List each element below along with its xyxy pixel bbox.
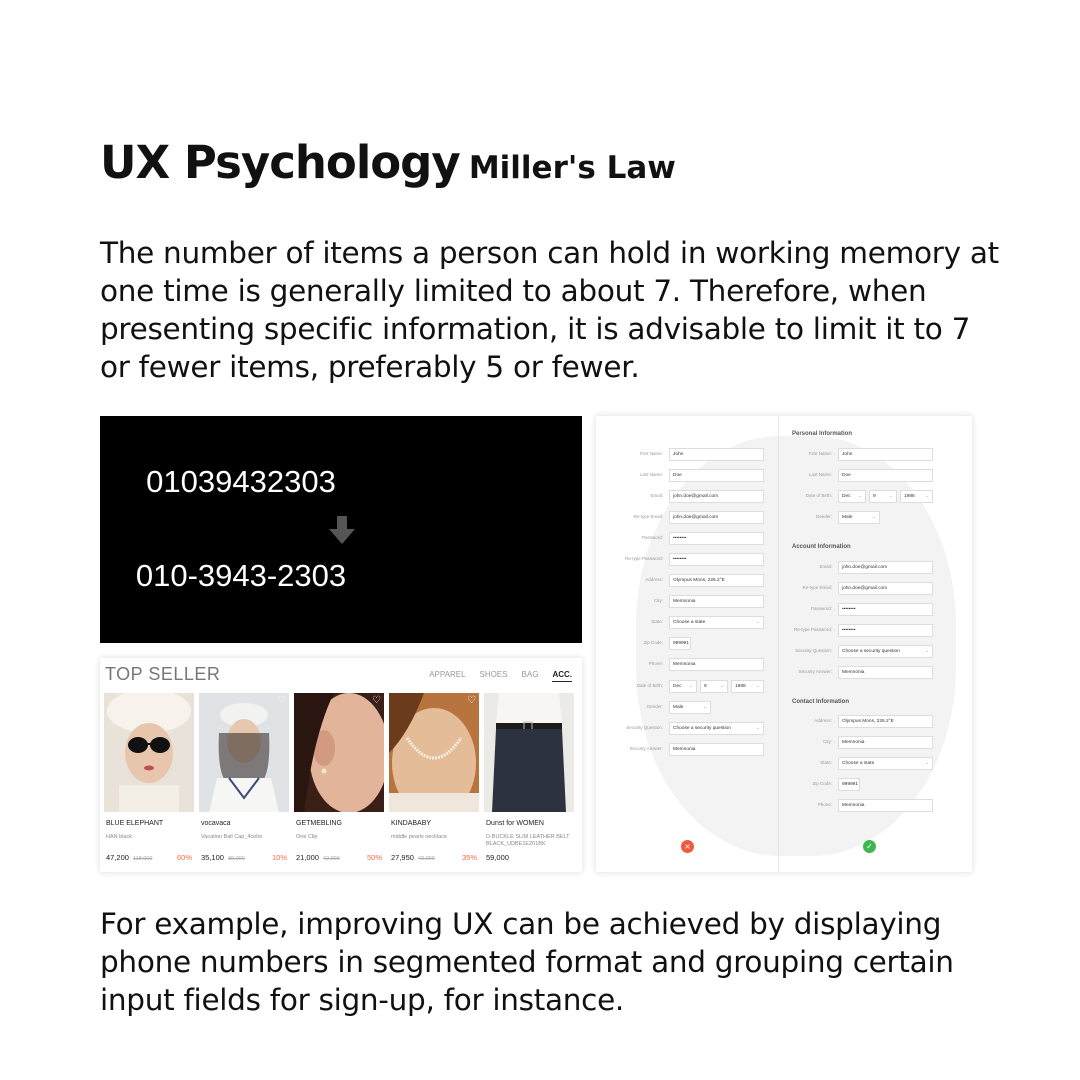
discount-badge: 50%: [366, 853, 382, 862]
select-month[interactable]: [838, 490, 866, 503]
product-brand: GETMEBLING: [296, 820, 342, 827]
chevron-down-icon: ⌄: [688, 683, 693, 689]
input[interactable]: john.doe@gmail.com: [838, 582, 933, 595]
input[interactable]: Doe: [669, 469, 764, 482]
field-label: Re-type Password:: [793, 627, 832, 632]
product-brand: KINDABABY: [391, 820, 432, 827]
input[interactable]: John: [669, 448, 764, 461]
input[interactable]: john.doe@gmail.com: [669, 511, 764, 524]
field-label: Email:: [819, 564, 832, 569]
price-value: 21,000: [296, 853, 319, 862]
price-value: 59,000: [486, 853, 509, 862]
chevron-down-icon: ⌄: [924, 493, 929, 499]
select-value: Male: [673, 705, 684, 710]
product-name: D-BUCKLE SLIM LEATHER BELT BLACK_UDBE1E201BK: [486, 834, 570, 847]
input[interactable]: John: [838, 448, 933, 461]
select-value: 1988: [735, 684, 746, 689]
product-photo: [484, 693, 574, 812]
select-value: 9: [704, 684, 707, 689]
product-card[interactable]: [199, 693, 289, 868]
chevron-down-icon: ⌄: [857, 493, 862, 499]
select-value: Male: [842, 515, 853, 520]
tab-apparel[interactable]: APPAREL: [429, 670, 466, 679]
product-price: [201, 853, 245, 862]
select-value: Choose a state: [673, 620, 706, 625]
select-value: Dec: [673, 684, 682, 689]
product-price: [106, 853, 152, 862]
select[interactable]: [838, 511, 880, 524]
input[interactable]: ••••••••: [669, 532, 764, 545]
field-label: Password:: [810, 606, 832, 611]
input[interactable]: Memnonia: [838, 666, 933, 679]
tab-shoes[interactable]: SHOES: [479, 670, 508, 679]
field-label: First Name:: [808, 451, 832, 456]
price-value: 35,100: [201, 853, 224, 862]
product-card[interactable]: [484, 693, 574, 868]
chevron-down-icon: ⌄: [719, 683, 724, 689]
product-name: Vacation Ball Cap_4color: [201, 834, 263, 840]
arrow-down-icon: [329, 516, 355, 546]
discount-badge: 10%: [271, 853, 287, 862]
original-price: 39,000: [227, 856, 245, 862]
input[interactable]: john.doe@gmail.com: [669, 490, 764, 503]
phone-unsegmented: 01039432303: [146, 464, 336, 499]
field-label: Phone:: [648, 661, 663, 666]
input[interactable]: Memnonia: [838, 736, 933, 749]
select-value: 9: [873, 494, 876, 499]
select-value: Dec: [842, 494, 851, 499]
field-label: City:: [654, 598, 663, 603]
input[interactable]: Olympus Mons, 226.2°E: [838, 715, 933, 728]
section-contact-title: Contact Information: [792, 699, 849, 705]
heart-icon[interactable]: ♡: [467, 695, 476, 706]
field-label: Phone:: [817, 802, 832, 807]
field-label: Security Question:: [626, 725, 663, 730]
field-label: Password:: [641, 535, 663, 540]
product-price: [391, 853, 435, 862]
field-label: City:: [823, 739, 832, 744]
check-icon: ✓: [866, 842, 873, 851]
signup-form-panel: [596, 416, 972, 872]
section-personal-title: Personal Information: [792, 431, 853, 437]
input[interactable]: 999991: [838, 778, 860, 791]
product-brand: BLUE ELEPHANT: [106, 820, 164, 827]
chevron-down-icon: ⌄: [755, 619, 760, 625]
product-photo: [389, 693, 479, 812]
field-label: State:: [651, 619, 663, 624]
field-label: Re-type Email:: [633, 514, 663, 519]
cancel-button[interactable]: [681, 840, 694, 853]
chevron-down-icon: ⌄: [888, 493, 893, 499]
input[interactable]: ••••••••: [838, 624, 933, 637]
product-name: HAN black: [106, 834, 132, 840]
input[interactable]: ••••••••: [838, 603, 933, 616]
field-label: State:: [820, 760, 832, 765]
select[interactable]: [669, 722, 764, 735]
example-paragraph: For example, improving UX can be achieved by displaying phone numbers in segmented format and grouping certain input fields for sign-up, for instance.: [100, 907, 954, 1017]
product-photo: [294, 693, 384, 812]
select-year[interactable]: [731, 680, 764, 693]
original-price: 118,000: [132, 856, 153, 862]
input[interactable]: ••••••••: [669, 553, 764, 566]
field-label: Date of Birth:: [636, 683, 663, 688]
price-value: 27,950: [391, 853, 414, 862]
select-day[interactable]: [700, 680, 728, 693]
select-value: Choose a state: [842, 761, 875, 766]
select-month[interactable]: [669, 680, 697, 693]
field-label: First Name:: [639, 451, 663, 456]
price-value: 47,200: [106, 853, 129, 862]
heart-icon[interactable]: ♡: [372, 695, 381, 706]
page-title: [100, 136, 676, 189]
phone-segmented: 010-3943-2303: [135, 558, 347, 593]
title-sub: Miller's Law: [468, 150, 676, 186]
product-price: [486, 853, 509, 862]
chevron-down-icon: ⌄: [871, 514, 876, 520]
chevron-down-icon: ⌄: [755, 725, 760, 731]
select-value: Choose a security question: [673, 726, 731, 731]
confirm-button[interactable]: [863, 840, 876, 853]
heart-icon[interactable]: ♡: [277, 695, 286, 706]
field-label: Security Question:: [795, 648, 832, 653]
product-brand: Dunst for WOMEN: [486, 820, 544, 827]
input[interactable]: 999991: [669, 637, 691, 650]
input[interactable]: Olympus Mons, 226.2°E: [669, 574, 764, 587]
field-label: Re-type Password:: [624, 556, 663, 561]
field-label: Re-type Email:: [802, 585, 832, 590]
chevron-down-icon: ⌄: [755, 683, 760, 689]
product-name: middle pearls necklace: [391, 834, 447, 840]
field-label: Security Answer:: [798, 669, 832, 674]
field-label: Security Answer:: [629, 746, 663, 751]
select[interactable]: [838, 645, 933, 658]
field-label: Zip Code:: [812, 781, 832, 786]
select-value: 1988: [904, 494, 915, 499]
title-main: UX Psychology: [100, 136, 460, 189]
select[interactable]: [669, 616, 764, 629]
input[interactable]: Memnonia: [669, 658, 764, 671]
product-photo: [199, 693, 289, 812]
input[interactable]: Memnonia: [669, 595, 764, 608]
form-divider: [778, 416, 779, 872]
close-icon: ×: [684, 842, 691, 851]
tab-bag[interactable]: BAG: [521, 670, 539, 679]
input[interactable]: Memnonia: [669, 743, 764, 756]
chevron-down-icon: ⌄: [702, 704, 707, 710]
input[interactable]: Memnonia: [838, 799, 933, 812]
discount-badge: 60%: [176, 853, 192, 862]
intro-paragraph: The number of items a person can hold in working memory at one time is generally limited to about 7. Therefore, when presenting specific information, it is advisable to limit it to 7 or fewer items, preferably 5 or fewer.: [100, 236, 999, 384]
field-label: Email:: [650, 493, 663, 498]
product-photo: [104, 693, 194, 812]
original-price: 43,000: [417, 856, 435, 862]
product-price: [296, 853, 340, 862]
select[interactable]: [838, 757, 933, 770]
select-value: Choose a security question: [842, 649, 900, 654]
field-label: Last Name:: [639, 472, 663, 477]
top-seller-panel: [100, 658, 582, 872]
product-card[interactable]: [104, 693, 194, 868]
chevron-down-icon: ⌄: [924, 760, 929, 766]
product-card[interactable]: [389, 693, 479, 868]
field-label: Zip Code:: [643, 640, 663, 645]
product-brand: vocavaca: [201, 820, 231, 827]
product-name: One Clip: [296, 834, 318, 840]
field-label: Last Name:: [808, 472, 832, 477]
field-label: Address:: [814, 718, 832, 723]
shop-tabs: [429, 670, 572, 682]
field-label: Date of Birth:: [805, 493, 832, 498]
discount-badge: 35%: [461, 853, 477, 862]
field-label: Address:: [645, 577, 663, 582]
chevron-down-icon: ⌄: [924, 648, 929, 654]
original-price: 42,000: [322, 856, 340, 862]
tab-acc[interactable]: ACC.: [552, 670, 572, 682]
select[interactable]: [669, 701, 711, 714]
section-account-title: Account Information: [792, 544, 851, 550]
field-label: Gender:: [815, 514, 832, 519]
select-day[interactable]: [869, 490, 897, 503]
input[interactable]: john.doe@gmail.com: [838, 561, 933, 574]
shop-title: TOP SELLER: [105, 664, 221, 684]
select-year[interactable]: [900, 490, 933, 503]
product-card[interactable]: [294, 693, 384, 868]
field-label: Gender:: [646, 704, 663, 709]
input[interactable]: Doe: [838, 469, 933, 482]
